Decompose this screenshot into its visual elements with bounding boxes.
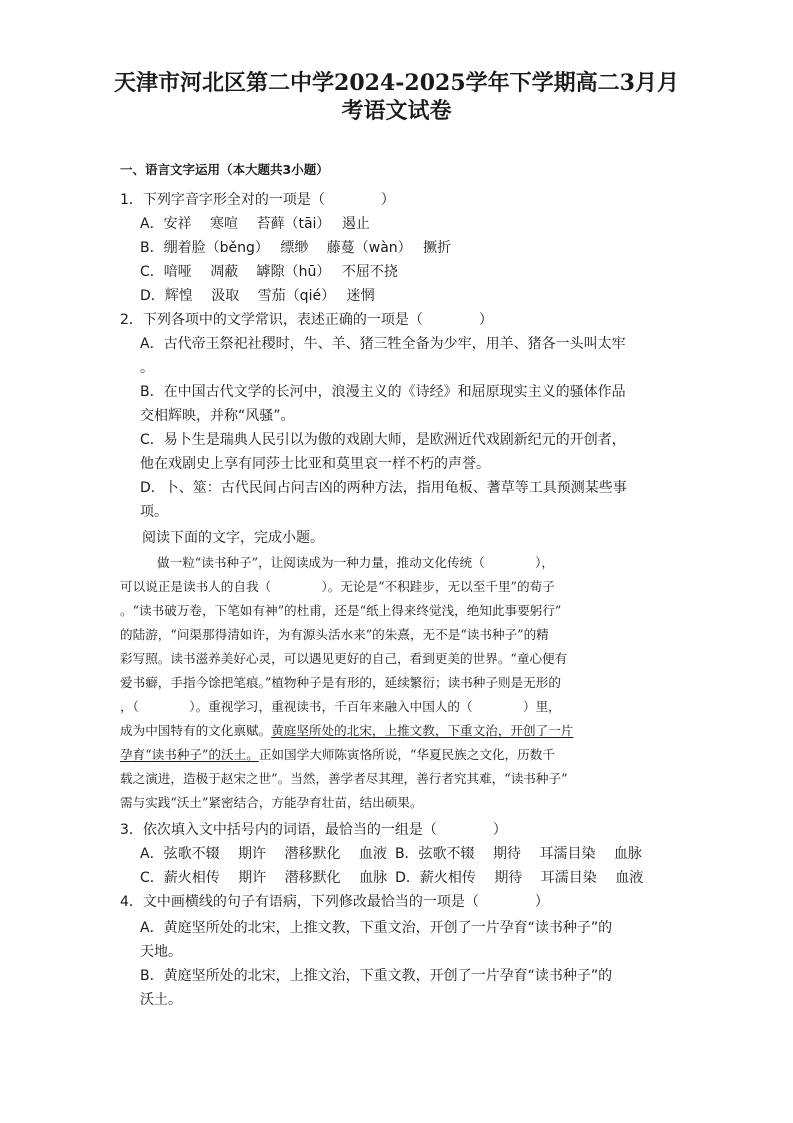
question-4-option-b-line-2: 沃土。 bbox=[140, 992, 182, 1008]
question-3-options-row-1 bbox=[140, 844, 642, 864]
question-2-option-b-line-1: B．在中国古代文学的长河中，浪漫主义的《诗经》和屈原现实主义的骚体作品 bbox=[140, 384, 626, 400]
question-1-stem: 1．下列字音字形全对的一项是（ ） bbox=[120, 192, 395, 208]
question-2-option-c-line-2: 他在戏剧史上享有同莎士比亚和莫里哀一样不朽的声誉。 bbox=[140, 456, 490, 472]
passage-line-9 bbox=[120, 746, 555, 764]
question-2-option-d-line-1: D．卜、筮：古代民间占问吉凶的两种方法，指用龟板、蓍草等工具预测某些事 bbox=[140, 480, 627, 496]
question-4-stem: 4．文中画横线的句子有语病，下列修改最恰当的一项是（ ） bbox=[120, 894, 549, 910]
reading-intro: 阅读下面的文字，完成小题。 bbox=[142, 530, 324, 546]
passage-line-8-text: 成为中国特有的文化禀赋。 bbox=[120, 723, 272, 738]
question-1-option-d: D．辉惶 汲取 雪茄（qié） 迷惘 bbox=[140, 288, 375, 304]
section-heading: 一、语言文字运用（本大题共3小题） bbox=[120, 162, 329, 177]
passage-line-1: 做一粒“读书种子”，让阅读成为一种力量，推动文化传统（ ）， bbox=[157, 555, 554, 570]
question-2-option-a-line-2: 。 bbox=[140, 360, 154, 376]
underlined-sentence-part-1: 黄庭坚所处的北宋，上推文教，下重文治，开创了一片 bbox=[271, 723, 574, 738]
question-3-options-row-2 bbox=[140, 868, 643, 888]
passage-line-7: ，（ ）。重视学习，重视读书，千百年来融入中国人的（ ）里， bbox=[120, 699, 561, 714]
question-1-option-b: B．绷着脸（běng） 缥缈 藤蔓（wàn） 撅折 bbox=[140, 240, 452, 256]
passage-line-8 bbox=[120, 722, 573, 740]
question-3-option-b: B．弦歌不辍 期待 耳濡目染 血脉 bbox=[394, 846, 642, 862]
passage-line-4: 的陆游，“问渠那得清如许，为有源头活水来”的朱熹，无不是“读书种子”的精 bbox=[120, 627, 549, 642]
passage-line-6: 爱书癖，手指今馀把笔痕。”植物种子是有形的，延续繁衍；读书种子则是无形的 bbox=[120, 675, 561, 690]
page-title-line-1: 天津市河北区第二中学2024-2025学年下学期高二3月月 bbox=[114, 70, 679, 96]
question-2-option-a-line-1: A．古代帝王祭祀社稷时，牛、羊、猪三牲全备为少牢，用羊、猪各一头叫太牢 bbox=[140, 336, 626, 352]
question-4-option-b-line-1: B．黄庭坚所处的北宋，上推文治，下重文教，开创了一片孕育“读书种子”的 bbox=[140, 968, 613, 984]
passage-line-2: 可以说正是读书人的自我（ ）。无论是“不积跬步，无以至千里”的荀子 bbox=[120, 579, 555, 594]
question-3-option-c: C．薪火相传 期许 潜移默化 血脉 bbox=[140, 870, 388, 886]
question-3-stem: 3．依次填入文中括号内的词语，最恰当的一组是（ ） bbox=[120, 822, 507, 838]
question-3-option-a: A．弦歌不辍 期许 潜移默化 血液 bbox=[140, 846, 387, 862]
page-title-line-2: 考语文试卷 bbox=[341, 98, 452, 124]
question-2-stem: 2．下列各项中的文学常识，表述正确的一项是（ ） bbox=[120, 312, 493, 328]
question-2-option-d-line-2: 项。 bbox=[140, 504, 168, 520]
question-4-option-a-line-1: A．黄庭坚所处的北宋，上推文教，下重文治，开创了一片孕育“读书种子”的 bbox=[140, 920, 613, 936]
underlined-sentence-part-2: 孕育“读书种子”的沃土。 bbox=[120, 747, 259, 762]
question-2-option-c-line-1: C．易卜生是瑞典人民引以为傲的戏剧大师，是欧洲近代戏剧新纪元的开创者， bbox=[140, 432, 626, 448]
passage-line-3: 。“读书破万卷，下笔如有神”的杜甫，还是“纸上得来终觉浅，绝知此事要躬行” bbox=[120, 603, 562, 618]
question-2-option-b-line-2: 交相辉映，并称“风骚”。 bbox=[140, 408, 295, 424]
question-1-option-c: C．喑哑 凋蔽 罅隙（hū） 不屈不挠 bbox=[140, 264, 398, 280]
passage-line-5: 彩写照。读书滋养美好心灵，可以遇见更好的自己，看到更美的世界。“童心便有 bbox=[120, 651, 568, 666]
question-3-option-d: D．薪火相传 期待 耳濡目染 血液 bbox=[395, 870, 644, 886]
question-4-option-a-line-2: 天地。 bbox=[140, 944, 182, 960]
passage-line-11: 需与实践“沃土”紧密结合，方能孕育壮苗，结出硕果。 bbox=[120, 795, 423, 810]
passage-line-10: 载之演进，造极于赵宋之世”。当然，善学者尽其理，善行者究其难，“读书种子” bbox=[120, 771, 568, 786]
passage-line-9-text: 正如国学大师陈寅恪所说，“华夏民族之文化，历数千 bbox=[258, 747, 555, 762]
question-1-option-a: A．安祥 寒喧 苔藓（tāi） 遏止 bbox=[140, 216, 370, 232]
